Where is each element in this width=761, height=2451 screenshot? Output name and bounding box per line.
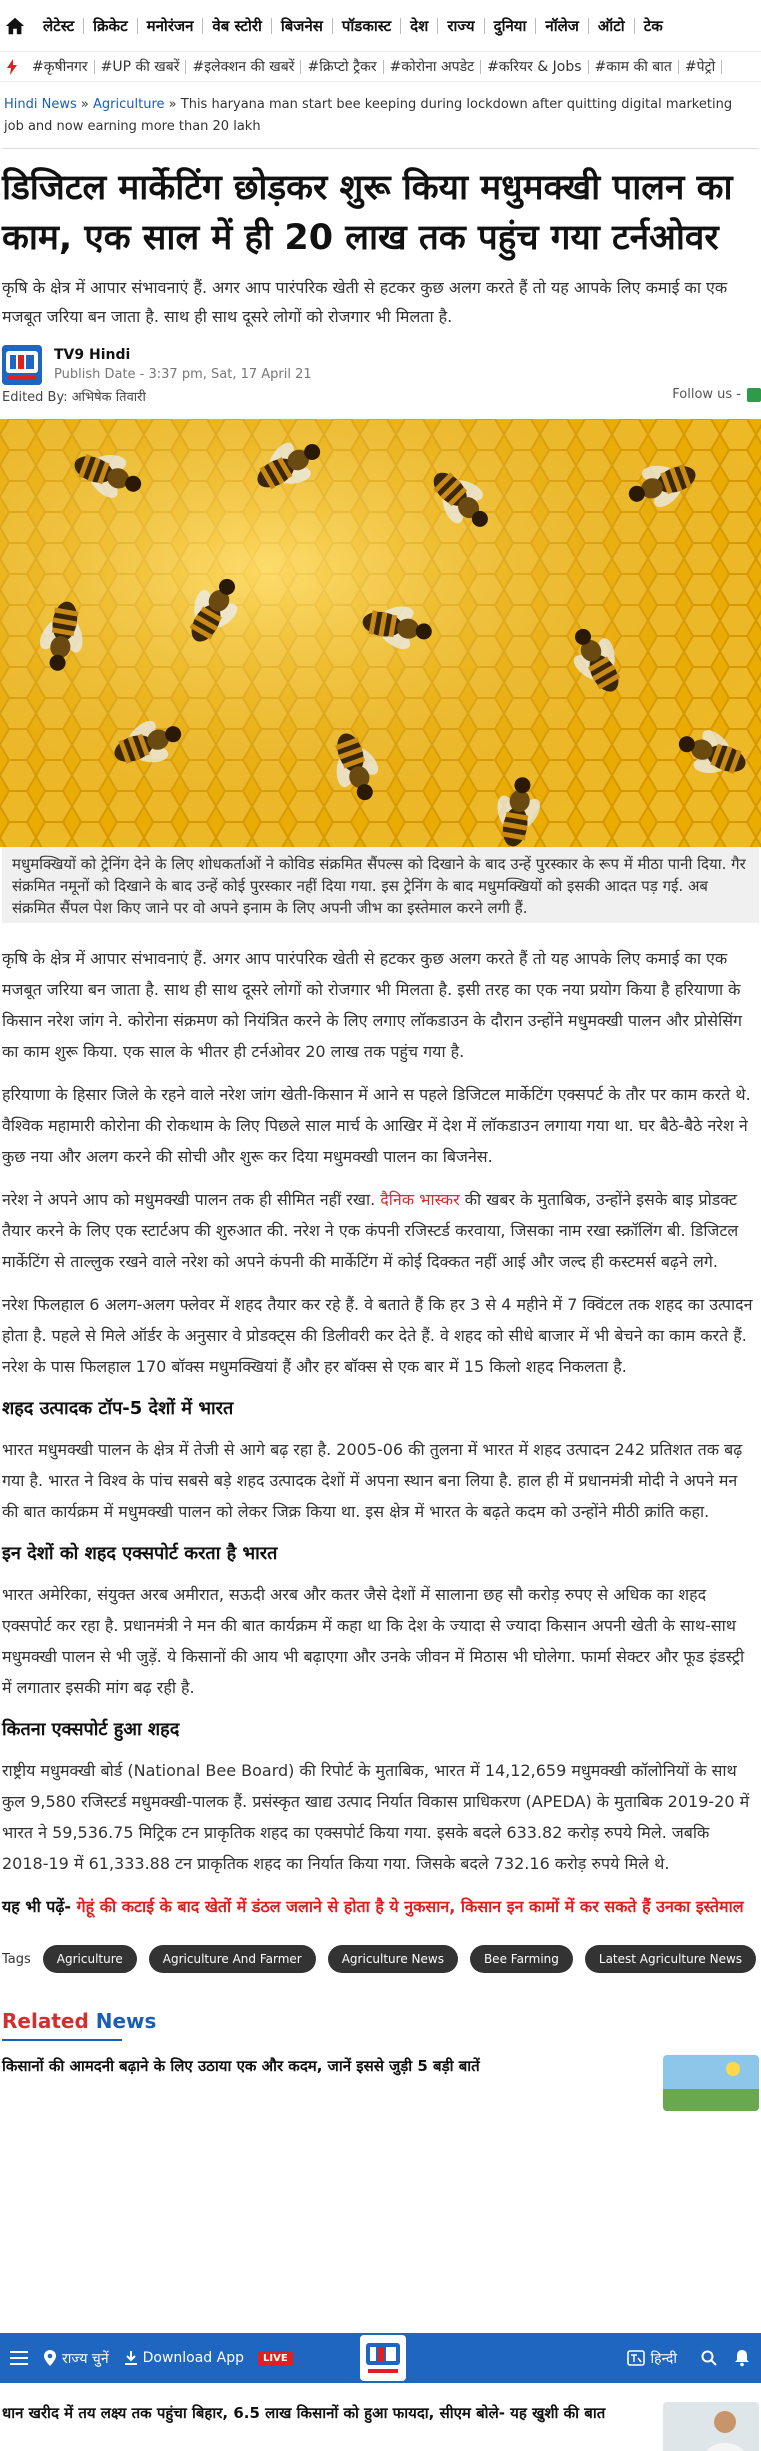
article-summary: कृषि के क्षेत्र में आपार संभावनाएं हैं. अगर आप पारंपरिक खेती से हटकर कुछ अलग करते हैं तो यह आपके लिए कमाई का एक मजबूत जरिया बन जाता है. साथ ही साथ दूसरे लोगों को रोजगार भी मिलता है. <box>2 278 728 326</box>
tv9-bharatvarsh-logo[interactable] <box>360 2335 406 2381</box>
related-heading-b: News <box>95 2009 157 2033</box>
nav-item-auto[interactable]: ऑटो <box>589 18 635 34</box>
download-app-button[interactable] <box>125 2350 244 2366</box>
state-label: राज्य चुनें <box>62 2350 109 2367</box>
tag-chip[interactable]: Latest Agriculture News <box>585 1945 756 1973</box>
section-heading: शहद उत्पादक टॉप-5 देशों में भारत <box>2 1398 234 1419</box>
related-item[interactable] <box>0 2388 761 2451</box>
breadcrumb <box>2 82 759 149</box>
section-heading: कितना एक्सपोर्ट हुआ शहद <box>2 1719 180 1740</box>
tv9-logo[interactable] <box>2 345 42 385</box>
top-nav <box>0 0 761 52</box>
nav-item-podcast[interactable]: पॉडकास्ट <box>333 18 401 34</box>
nav-item-country[interactable]: देश <box>401 18 438 34</box>
live-badge[interactable]: LIVE <box>258 2351 293 2366</box>
menu-icon[interactable] <box>10 2351 28 2365</box>
image-caption: मधुमक्खियों को ट्रेनिंग देने के लिए शोधकर्ताओं ने कोविड संक्रमित सैंपल्स को दिखाने के बाद उन्हें पुरस्कार के रूप में मीठा पानी दिया. गैर संक्रमित नमूनों को दिखाने के बाद उन्हें कोई पुरस्कार नहीं दिया गया. इस ट्रेनिंग के बाद मधुमक्खियों को इसकी आदत पड़ गई. अब संक्रमित सैंपल पेश किए जाने पर वो अपने इनाम के लिए अपनी जीभ का इस्तेमाल करने लगी हैं. <box>2 847 759 923</box>
location-pin-icon <box>44 2350 56 2366</box>
language-icon <box>627 2350 645 2366</box>
trending-link[interactable]: #काम की बात <box>589 60 679 74</box>
nav-item-world[interactable]: दुनिया <box>485 18 537 34</box>
related-title[interactable]: किसानों की आमदनी बढ़ाने के लिए उठाया एक और कदम, जानें इससे जुड़ी 5 बड़ी बातें <box>2 2057 480 2075</box>
language-switch[interactable]: हिन्दी <box>650 2350 677 2367</box>
publish-date: Publish Date - 3:37 pm, Sat, 17 April 21 <box>54 367 312 382</box>
section-heading: इन देशों को शहद एक्सपोर्ट करता है भारत <box>2 1543 278 1564</box>
article-paragraph: भारत मधुमक्खी पालन के क्षेत्र में तेजी से आगे बढ़ रहा है. 2005-06 की तुलना में भारत में शहद उत्पादन 242 प्रतिशत तक बढ़ गया है. भारत ने विश्व के पांच सबसे बड़े शहद उत्पादक देशों में अपना स्थान बना लिया है. हाल ही में प्रधानमंत्री मोदी ने अपने मन की बात कार्यक्रम में मधुमक्खी पालन को लेकर जिक्र किया था. इस क्षेत्र में भारत के बढ़ते कदम को उन्होंने मीठी क्रांति कहा. <box>2 1440 743 1521</box>
nav-item-latest[interactable]: लेटेस्ट <box>34 18 84 34</box>
breadcrumb-home[interactable]: Hindi News <box>4 97 77 112</box>
breadcrumb-separator: » <box>80 97 89 112</box>
tag-chip[interactable]: Agriculture <box>43 1945 137 1973</box>
nav-item-knowledge[interactable]: नॉलेज <box>536 18 589 34</box>
author-block <box>0 331 761 409</box>
related-title[interactable]: धान खरीद में तय लक्ष्य तक पहुंचा बिहार, 6.5 लाख किसानों को हुआ फायदा, सीएम बोले- यह खुशी की बात <box>2 2404 606 2422</box>
article-paragraph: भारत अमेरिका, संयुक्त अरब अमीरात, सऊदी अरब और कतर जैसे देशों में सालाना छह सौ करोड़ रुपए से अधिक का शहद एक्सपोर्ट कर रहा है. प्रधानमंत्री ने मन की बात कार्यक्रम में कहा था कि देश के ज्यादा से ज्यादा किसान अपनी खेती के साथ-साथ मधुमक्खी पालन से भी जुड़ें. ये किसानों की आय भी बढ़ाएगा और उनके जीवन में मिठास भी घोलेगा. फार्मा सेक्टर और फूड इंडस्ट्री में लगातार इसकी मांग बढ़ रही है. <box>2 1585 745 1697</box>
home-icon[interactable] <box>4 15 26 37</box>
breadcrumb-separator: » <box>168 97 177 112</box>
related-item[interactable] <box>0 2041 761 2125</box>
article-paragraph: हरियाणा के हिसार जिले के रहने वाले नरेश जांग खेती-किसान में आने स पहले डिजिटल मार्केटिंग एक्सपर्ट के तौर पर काम करते थे. वैश्विक महामारी कोरोना की रोकथाम के लिए पिछले साल मार्च के आखिर में देश में लॉकडाउन लगाया गया था. घर बैठे-बैठे नरेश ने कुछ नया और अलग करने की सोची और शुरू कर दिया मधुमक्खी पालन का बिजनेस. <box>2 1085 751 1166</box>
hero-image <box>0 419 761 847</box>
edited-by: Edited By: अभिषेक तिवारी <box>2 390 146 405</box>
trending-link[interactable]: #कोरोना अपडेट <box>384 60 482 74</box>
tag-chip[interactable]: Agriculture News <box>328 1945 458 1973</box>
paragraph-text: नरेश ने अपने आप को मधुमक्खी पालन तक ही सीमित नहीं रखा. <box>2 1190 381 1209</box>
tag-chip[interactable]: Agriculture And Farmer <box>149 1945 316 1973</box>
read-also-label: यह भी पढ़ें- <box>2 1897 77 1916</box>
nav-item-cricket[interactable]: क्रिकेट <box>84 18 138 34</box>
bottom-right-actions <box>627 2349 751 2368</box>
related-thumbnail[interactable] <box>663 2055 759 2111</box>
article-paragraph: कृषि के क्षेत्र में आपार संभावनाएं हैं. अगर आप पारंपरिक खेती से हटकर कुछ अलग करते हैं तो यह आपके लिए कमाई का एक मजबूत जरिया बन जाता है. साथ ही साथ दूसरे लोगों को रोजगार भी मिलता है. इसी तरह का एक नया प्रयोग किया है हरियाणा के किसान नरेश जांग ने. कोरोना संक्रमण को नियंत्रित करने के लिए लगाए लॉकडाउन के दौरान उन्होंने मधुमक्खी पालन और प्रोसेसिंग का काम शुरू किया. एक साल के भीतर ही टर्नओवर 20 लाख तक पहुंच गया है. <box>2 949 743 1061</box>
download-icon <box>125 2351 137 2365</box>
search-icon[interactable] <box>701 2350 717 2366</box>
nav-item-state[interactable]: राज्य <box>438 18 484 34</box>
read-also-link[interactable]: गेहूं की कटाई के बाद खेतों में डंठल जलाने से होता है ये नुकसान, किसान इन कामों में कर सकते हैं उनका इस्तेमाल <box>76 1897 744 1916</box>
follow-us <box>672 387 761 402</box>
article-headline: डिजिटल मार्केटिंग छोड़कर शुरू किया मधुमक्खी पालन का काम, एक साल में ही 20 लाख तक पहुंच गया टर्नओवर <box>2 168 733 258</box>
tag-chip[interactable]: Bee Farming <box>470 1945 573 1973</box>
related-news-heading <box>0 2009 761 2033</box>
download-label: Download App <box>142 2350 244 2366</box>
state-selector[interactable] <box>44 2349 109 2368</box>
source-link[interactable]: दैनिक भास्कर <box>380 1190 460 1209</box>
nav-item-web-story[interactable]: वेब स्टोरी <box>203 18 271 34</box>
notification-bell-icon[interactable] <box>733 2349 751 2367</box>
author-name[interactable]: TV9 Hindi <box>54 347 131 363</box>
lightning-icon <box>6 59 18 75</box>
follow-label: Follow us - <box>672 387 741 402</box>
trending-link[interactable]: #इलेक्शन की खबरें <box>186 60 301 74</box>
article-body <box>0 923 761 1921</box>
paragraph-text: की खबर के मुताबिक, उन्होंने इसके बाइ प्रोडक्ट तैयार करने के लिए एक स्टार्टअप की शुरुआत की. नरेश ने एक कंपनी रजिस्टर्ड करवाया, जिसका नाम रखा स्क्रॉलिंग बी. डिजिटल मार्केटिंग से ताल्लुक रखने वाले नरेश को अपने कंपनी की मार्केटिंग में कोई दिक्कत नहीं आई और जल्द ही कस्टमर्स बढ़ने लगे. <box>2 1190 739 1271</box>
trending-link[interactable]: #पेट्रो <box>679 60 722 74</box>
article-paragraph <box>2 1184 757 1277</box>
article-paragraph: नरेश फिलहाल 6 अलग-अलग फ्लेवर में शहद तैयार कर रहे हैं. वे बताते हैं कि हर 3 से 4 महीने में 7 क्विंटल तक शहद का उत्पादन होता है. पहले से मिले ऑर्डर के अनुसार वे प्रोडक्ट्स की डिलीवरी कर देते हैं. वे शहद को सीधे बाजार में भी बेचने का काम करते हैं. नरेश के पास फिलहाल 170 बॉक्स मधुमक्खियां हैं और हर बॉक्स से एक बार में 15 किलो शहद निकलता है. <box>2 1295 753 1376</box>
bees-on-honeycomb-illustration <box>0 419 761 847</box>
article-paragraph: राष्ट्रीय मधुमक्खी बोर्ड (National Bee Board) की रिपोर्ट के मुताबिक, भारत में 14,12,659 मधुमक्खी कॉलोनियों के साथ कुल 9,580 रजिस्टर्ड मधुमक्खी-पालक हैं. प्रसंस्कृत खाद्य उत्पाद निर्यात विकास प्राधिकरण (APEDA) के मुताबिक 2019-20 में भारत ने 59,536.75 मिट्रिक टन प्राकृतिक शहद का एक्सपोर्ट किया गया. इसके बदले 633.82 करोड़ रुपये मिले. जबकि 2018-19 में 61,333.88 टन प्राकृतिक शहद का निर्यात किया गया. जिसके बदले 732.16 करोड़ रुपये मिले थे. <box>2 1761 750 1873</box>
trending-link[interactable]: #कृषीनगर <box>26 60 95 74</box>
tags-row <box>0 1921 761 1973</box>
bottom-app-bar <box>0 2333 761 2383</box>
trending-link[interactable]: #UP की खबरें <box>95 60 187 74</box>
google-news-icon[interactable] <box>747 388 761 402</box>
related-thumbnail[interactable] <box>663 2402 759 2451</box>
trending-link[interactable]: #क्रिप्टो ट्रैकर <box>301 60 383 74</box>
trending-link[interactable]: #करियर & Jobs <box>481 60 588 74</box>
nav-item-entertainment[interactable]: मनोरंजन <box>138 18 204 34</box>
breadcrumb-current: This haryana man start bee keeping during lockdown after quitting digital marketing job and now earning more than 20 lakh <box>4 97 733 134</box>
related-heading-a: Related <box>2 2009 89 2033</box>
tags-label: Tags <box>2 1951 31 1967</box>
read-also <box>2 1893 757 1921</box>
tv9-logo-mark <box>2 345 42 385</box>
nav-item-tech[interactable]: टेक <box>643 16 663 35</box>
trending-bar <box>0 52 761 82</box>
breadcrumb-section[interactable]: Agriculture <box>93 97 165 112</box>
nav-item-business[interactable]: बिजनेस <box>272 18 333 34</box>
